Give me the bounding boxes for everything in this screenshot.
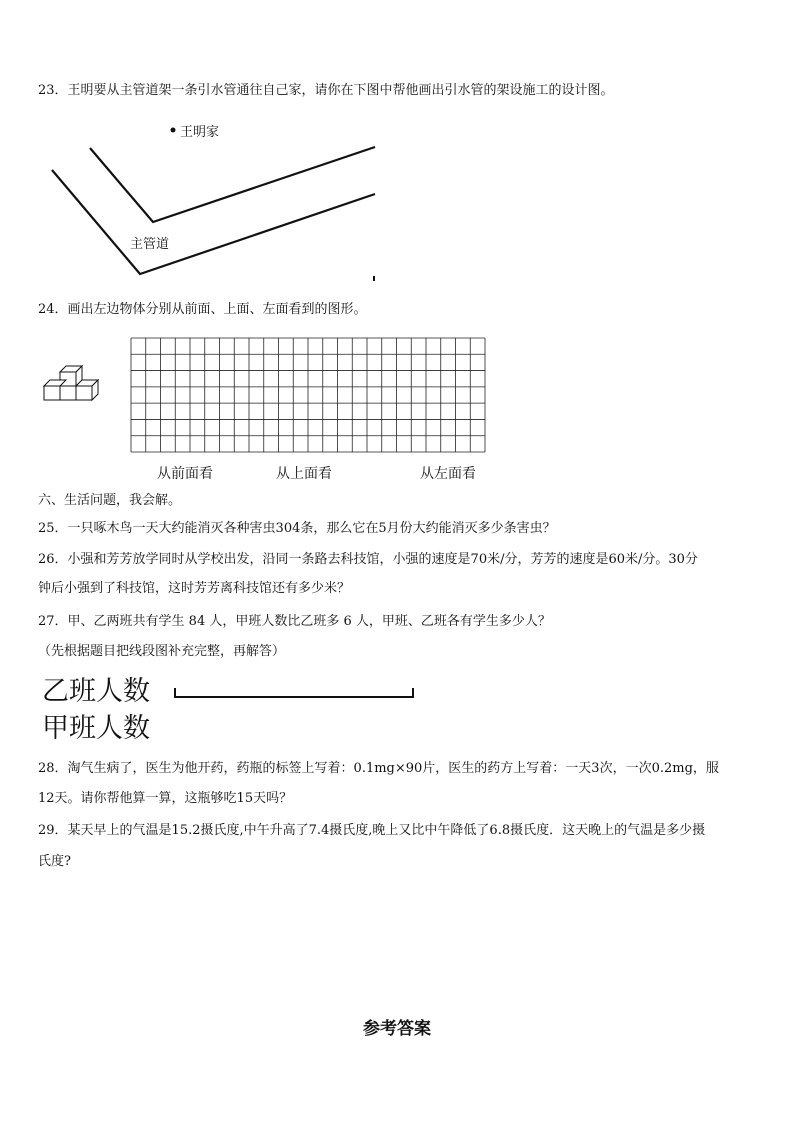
view-left-label: 从左面看: [420, 466, 476, 482]
view-top-label: 从上面看: [276, 466, 332, 482]
class-a-label: 甲班人数: [42, 713, 150, 744]
q26-line1: 26．小强和芳芳放学同时从学校出发，沿同一条路去科技馆，小强的速度是70米/分，芳芳的速度是60米/分。30分: [38, 552, 698, 567]
q28-line2: 12天。请你帮他算一算，这瓶够吃15天吗？: [38, 791, 293, 806]
q23-text: 23．王明要从主管道架一条引水管通往自己家，请你在下图中帮他画出引水管的架设施工的设计图。: [38, 83, 614, 98]
main-pipe-outer: [52, 170, 375, 274]
answer-title: 参考答案: [363, 1019, 431, 1039]
q29-line1: 29．某天早上的气温是15.2摄氏度,中午升高了7.4摄氏度,晚上又比中午降低了6.8摄氏度．这天晚上的气温是多少摄: [38, 823, 706, 838]
house-label: 王明家: [180, 125, 220, 140]
view-front-label: 从前面看: [157, 466, 213, 482]
cube-stack-icon: [38, 360, 102, 410]
q28-line1: 28．淘气生病了，医生为他开药，药瓶的标签上写着：0.1mg×90片，医生的药方上写着：一天3次，一次0.2mg，服: [38, 761, 719, 776]
house-dot: [171, 128, 176, 133]
q26-line2: 钟后小强到了科技馆，这时芳芳离科技馆还有多少米？: [38, 581, 351, 596]
pipe-diagram: [40, 115, 385, 285]
q24-text: 24．画出左边物体分别从前面、上面、左面看到的图形。: [38, 302, 367, 317]
drawing-grid: [130, 337, 486, 453]
q27-note: （先根据题目把线段图补充完整，再解答）: [38, 644, 286, 659]
class-b-label: 乙班人数: [42, 676, 150, 707]
class-b-segment: [172, 686, 418, 700]
q25-text: 25．一只啄木鸟一天大约能消灭各种害虫304条，那么它在5月份大约能消灭多少条害虫？: [38, 521, 556, 536]
q29-line2: 氏度?: [38, 854, 71, 869]
pipe-label: 主管道: [130, 237, 170, 252]
main-pipe-inner: [90, 147, 375, 222]
q27-text: 27．甲、乙两班共有学生 84 人，甲班人数比乙班多 6 人，甲班、乙班各有学生多少人？: [38, 614, 551, 629]
section6-heading: 六、生活问题，我会解。: [38, 493, 182, 508]
